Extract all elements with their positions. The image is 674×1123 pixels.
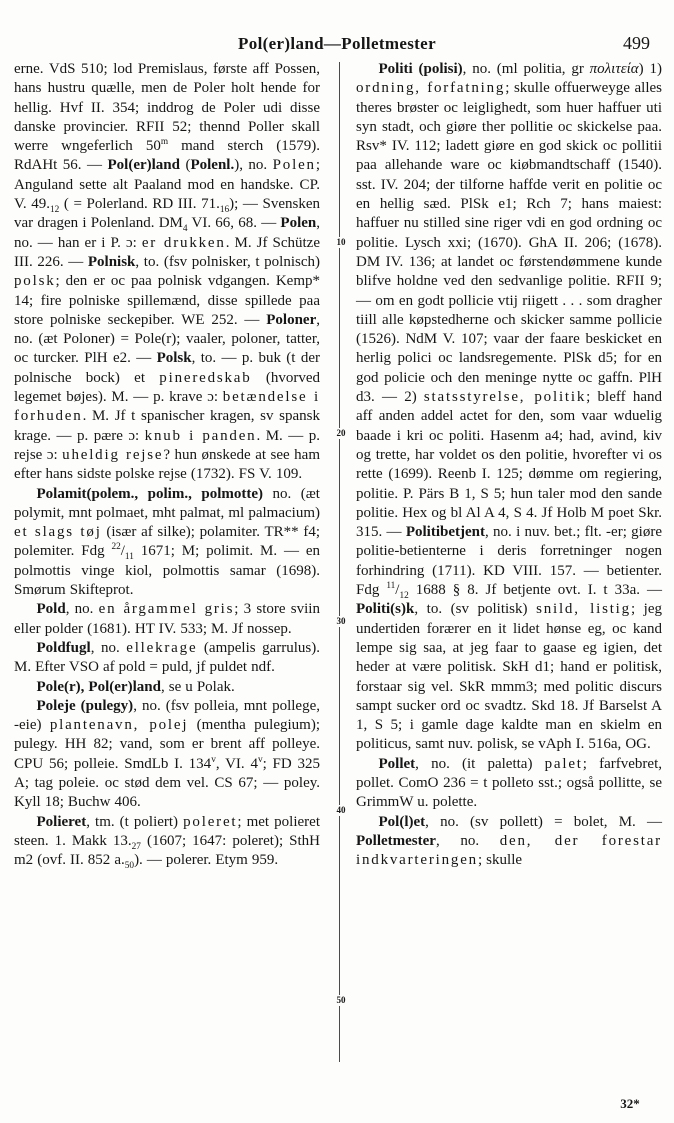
entry-text: ; skulle offuerweyge alles theres brøster oc leiglighedt, som huer haffuer uti syn stadt, och giøre ther pollitie oc skickelse paa. Rsv* IV. 112; ladett giøre en god skick oc pollitii paa allehande ware oc kiøbmandtschaff (1540). sst. IV. 204; der tilforne haffde verit en politie oc en hellig sæd. PlSk e1; Rch 7; hans maiest: haffuer nu stilled sine riger vdi en god ordning oc politie. Lysch xxi; (1670). GhA II. 206; (1678). DM IV. 136; at landet oc førstendømmene kunde blifve holdne ved den sedvanlige politie. RFII 9; — om en godt pollicie vtij riigett . . . som dragher tiill alle køpstedherne och skicker samme pollicie (1526). NdM V. 107; vaar der faare beskicket en herlig polici oc landsregemente. PlSk d5; for en god policie och den meninge nytte oc gaffn. PlH d3. — 2)	[356, 80, 663, 406]
entry-paragraph	[14, 485, 320, 601]
entry-text: ; skulle	[477, 852, 523, 869]
entry-text: ; met polieret steen. 1. Makk 13.	[14, 813, 320, 849]
headword: Poldfugl	[36, 639, 91, 656]
line-number-marker: 50	[333, 995, 349, 1006]
left-column	[14, 60, 320, 870]
entry-text: no. (æt polymit, mnt polmaet, mht palmat, ml palmacium)	[14, 485, 320, 521]
entry-text: ) 1)	[638, 61, 662, 77]
entry-paragraph	[14, 60, 320, 485]
column-divider-rule	[339, 62, 340, 1062]
line-number-marker: 10	[333, 237, 349, 248]
headword: Poleje (pulegy)	[36, 697, 134, 714]
page-number: 499	[623, 33, 650, 53]
entry-text: 12	[50, 205, 60, 216]
entry-text: /	[120, 543, 125, 560]
entry-text: ; den er oc paa polnisk vdgangen. Kemp* 14; fire polniske spillemænd, disse spillede paa store polniske seckepiber. WE 252. —	[14, 273, 320, 328]
entry-text: en årgammel gris	[98, 601, 235, 618]
entry-text: , se u Polak.	[160, 678, 235, 695]
headword: Pol(l)et	[378, 813, 426, 830]
entry-text: ellekrage	[126, 639, 198, 656]
entry-text: 22	[111, 542, 121, 553]
entry-text: 12	[399, 591, 409, 602]
headword: Pollet	[378, 755, 416, 772]
headword: Politi (polisi)	[378, 61, 463, 77]
entry-text: . M. Jf Schütze III. 226. —	[14, 234, 320, 270]
entry-text: , no. (sv pollett) = bolet, M. —	[425, 813, 662, 830]
entry-text: polsk	[14, 273, 56, 290]
entry-text: ; farfvebret, pollet. ComO 236 = t polleto sst.; også pollitte, se GrimmW u. polette.	[356, 755, 662, 811]
headword: Polieret	[36, 813, 87, 830]
entry-text: , no. (æt Poloner) = Pole(r); vaaler, poloner, tatter, oc turcker. PlH e2. —	[14, 311, 320, 367]
entry-text: , VI. 4	[215, 755, 258, 772]
entry-text: den, der forestar indkvarteringen	[356, 832, 662, 869]
entry-text: , no. (it paletta)	[415, 755, 545, 772]
headword: Polenl.	[190, 157, 235, 174]
entry-text: (ampelis garrulus). M. Efter VSO af pold = puld, jf puldet ndf.	[14, 639, 320, 676]
entry-text: (	[180, 157, 191, 174]
headword: Polnisk	[87, 253, 136, 270]
entry-text: 1671; M; polimit. M. — en polmottis vinge kiol, polmottis samar (1698). Smørum Skifteprot.	[14, 543, 320, 599]
entry-text: plantenavn, polej	[49, 717, 189, 734]
entry-paragraph	[356, 60, 662, 755]
headword: Pold	[36, 601, 66, 618]
headword: Polsk	[156, 350, 192, 367]
entry-text: 16	[219, 205, 230, 216]
entry-text: ), no.	[234, 157, 273, 174]
entry-text: (mentha pulegium); pulegy. HH 82; vand, som er brent aff polleye. CPU 56; polleie. SmdLb I. 134	[14, 717, 320, 772]
entry-text: , no. i nuv. bet.; flt. -er; giøre politie-betienterne i deris forretninger nogen forhindring (1711). KD VIII. 157. — betienter. Fdg	[356, 524, 662, 599]
line-number-marker: 40	[333, 805, 349, 816]
entry-text: ? hun ønskede at see ham efter hans sidste polske rejse (1732). FS V. 109.	[14, 446, 320, 483]
entry-text: poleret	[183, 813, 238, 830]
entry-text: mand sterch (1579). RdAHt 56. —	[14, 138, 321, 174]
entry-text: et slags tøj	[14, 524, 102, 541]
entry-text: , no.	[90, 639, 127, 656]
entry-text: , no. — han er i P. ɔ:	[14, 215, 320, 251]
entry-paragraph	[14, 678, 320, 697]
entry-text: ; 3 store sviin eller polder (1681). HT IV. 533; M. Jf nossep.	[14, 601, 320, 637]
entry-text: ). — polerer. Etym 959.	[134, 852, 279, 869]
entry-text: /	[395, 582, 400, 599]
entry-text: (hvorved legemet bøjes). M. — p. krave ɔ:	[14, 369, 320, 406]
entry-text: 50	[124, 861, 135, 872]
entry-paragraph	[14, 813, 320, 871]
entry-text: ; jeg undertiden forærer en it lidet hønse eg, oc kand lempe sig saa, at jeg faar to gaase eg igien, det heder at være politisk. SkH d1; hand er politisk, forstaar sig vel. SkR mmm3; med politic discurs sampt sucker ord oc svadtz. Skd 18. Jf Barselst A 1, S 5; i gamle dage kaldte man en skielm en politicus, samt nuv. polisk, se vAph I. 516a, OG.	[356, 601, 662, 753]
entry-text: knub i panden	[144, 427, 257, 444]
headword: Politibetjent	[405, 524, 485, 541]
entry-text: , to. (fsv polnisker, t polnisch)	[135, 253, 320, 270]
entry-text: . M. Jf t spanischer kragen, sv spansk krage. — p. pære ɔ:	[14, 408, 320, 444]
entry-text: er drukken	[141, 234, 226, 251]
running-head: Pol(er)land—Polletmester	[238, 34, 436, 53]
entry-text: ); — Svensken var dragen i Polenland. DM	[14, 196, 320, 232]
line-number-marker: 20	[333, 428, 349, 439]
entry-text: , to. — p. buk (t der polnische bock) et	[14, 350, 320, 386]
entry-text: ; bleff hand aff anden addel actet for den, som vaar wduelig baade i kri oc politi. Hasenm a4; had, avind, kiv og trette, har voldet os den politie, hvorefter vi os rette (1699). Reenb I. 125; dømme om regiering, politie. P. Pärs B 1, S 5; hun taler mod den sande politie. Hex og bl Al A 4, S 4. Jf Holb M poet Skr. 315. —	[356, 389, 662, 541]
entry-text: 11	[124, 552, 134, 563]
entry-text: 27	[131, 841, 141, 852]
entry-text: v	[257, 754, 263, 765]
entry-text: uheldig rejse	[62, 446, 164, 463]
entry-text: , no.	[65, 601, 99, 618]
line-number-marker: 30	[333, 616, 349, 627]
right-column	[356, 60, 662, 870]
entry-text: ordning, forfatning	[356, 80, 506, 97]
entry-text: palet	[544, 755, 583, 772]
entry-text: erne. VdS 510; lod Premislaus, første aff Possen, hans hustru quælle, men de Poler holt hende for hellig. Hvf II. 354; inddrog de Poler udi disse danske provincier. RFII 52; thennd Poller skall werre wngeferlich 50	[14, 61, 320, 155]
entry-text: ; Anguland sette alt Paaland mod en handske. CP. V. 49.	[14, 157, 320, 213]
entry-text: statsstyrelse, politik	[423, 389, 587, 406]
entry-text: v	[211, 754, 216, 765]
signature-mark: 32*	[620, 1096, 640, 1111]
entry-text: . M. — p. rejse ɔ:	[14, 427, 320, 463]
entry-text: , no. (fsv polleia, mnt pollege, -eie)	[14, 697, 320, 734]
entry-text: , no.	[435, 832, 500, 849]
entry-text: ; FD 325 A; tag poleie. oc stød dem vel. CS 67; — poley. Kyll 18; Buchw 406.	[14, 755, 320, 811]
headword: Polen	[280, 215, 317, 232]
entry-paragraph	[14, 600, 320, 639]
entry-text: Polen	[272, 157, 316, 174]
entry-paragraph	[14, 639, 320, 678]
entry-text: 1688 § 8. Jf betjente ovt. I. t 33a. —	[408, 582, 662, 599]
entry-text: snild, listig	[536, 601, 631, 618]
entry-text: VI. 66, 68. —	[187, 215, 281, 232]
entry-text: 11	[386, 581, 396, 592]
entry-text: pineredskab	[159, 369, 252, 386]
entry-text: 4	[182, 224, 188, 235]
headword: Poloner	[266, 311, 317, 328]
headword: Polletmester	[356, 832, 436, 849]
entry-text: (især af silke); polamiter. TR** f4; polemiter. Fdg	[14, 524, 320, 560]
headword: Pol(er)land	[107, 157, 180, 174]
headword: Polamit(polem., polim., polmotte)	[36, 485, 264, 502]
entry-paragraph	[356, 755, 662, 813]
headword: Politi(s)k	[356, 601, 415, 618]
entry-text: , tm. (t poliert)	[86, 813, 184, 830]
entry-text: m	[160, 137, 169, 148]
entry-text: , to. (sv politisk)	[414, 601, 537, 618]
headword: Pole(r), Pol(er)land	[36, 678, 161, 695]
entry-text: betændelse i forhuden	[14, 389, 320, 425]
entry-text: ( = Polerland. RD III. 71.	[59, 196, 220, 213]
entry-text: , no. (ml politia, gr	[462, 61, 590, 77]
entry-text: πολιτεία	[589, 61, 639, 77]
entry-text: (1607; 1647: poleret); SthH m2 (ovf. II. 852 a.	[14, 832, 321, 869]
entry-paragraph	[14, 697, 320, 813]
text-columns	[14, 60, 662, 870]
entry-paragraph	[356, 813, 662, 871]
